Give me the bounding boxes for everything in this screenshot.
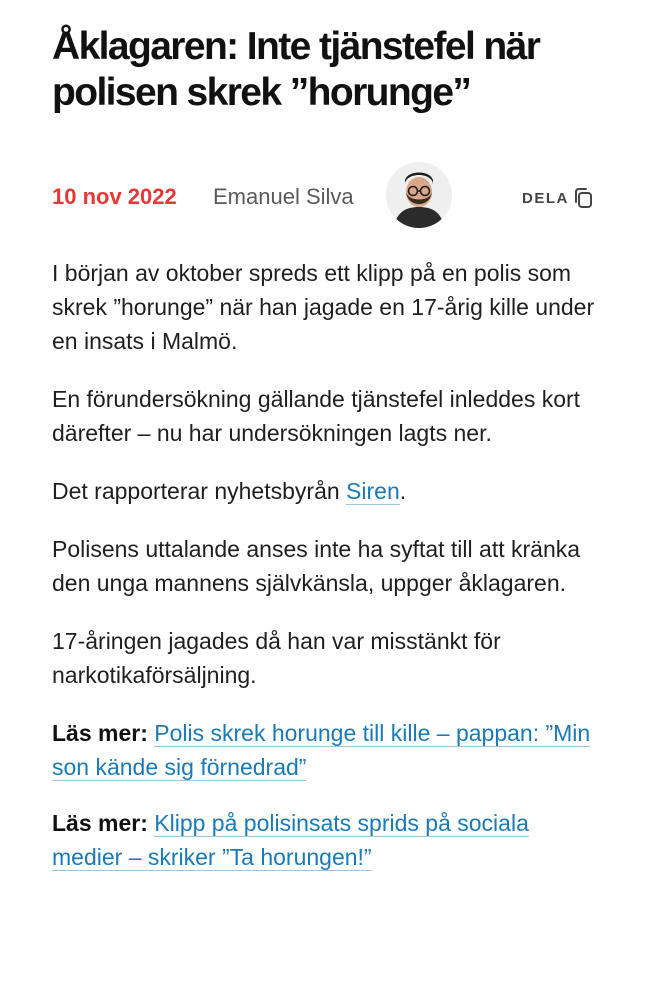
author-avatar[interactable] [386,162,452,228]
headline: Åklagaren: Inte tjänstefel när polisen skrek ”horunge” [52,25,540,114]
paragraph-source [52,474,603,508]
avatar-portrait-icon [386,162,452,228]
article-meta [52,146,603,226]
share-label: DELA [522,189,569,207]
read-more-label: Läs mer: [52,810,148,836]
article-body [52,256,603,874]
author-name[interactable]: Emanuel Silva [213,184,354,209]
copy-icon [573,186,595,210]
read-more-item [52,716,603,784]
read-more-link[interactable]: Polis skrek horunge till kille – pappan: ”Min son kände sig förnedrad” [52,720,591,780]
paragraph: I början av oktober spreds ett klipp på en polis som skrek ”horunge” när han jagade en 17-årig kille under en insats i Malmö. [52,260,595,354]
siren-link[interactable]: Siren [346,478,400,504]
read-more-label: Läs mer: [52,720,148,746]
publish-date: 10 nov 2022 [52,184,177,209]
paragraph: 17-åringen jagades då han var misstänkt för narkotikaförsäljning. [52,628,501,688]
paragraph: Polisens uttalande anses inte ha syftat till att kränka den unga mannens självkänsla, uppger åklagaren. [52,536,581,596]
paragraph-text: . [399,478,407,504]
paragraph: En förundersökning gällande tjänstefel inleddes kort därefter – nu har undersökningen lagts ner. [52,386,581,446]
read-more-item [52,806,603,874]
paragraph-text: Det rapporterar nyhetsbyrån [52,478,347,504]
read-more-link[interactable]: Klipp på polisinsats sprids på sociala medier – skriker ”Ta horungen!” [52,810,529,870]
share-button[interactable] [522,186,595,210]
